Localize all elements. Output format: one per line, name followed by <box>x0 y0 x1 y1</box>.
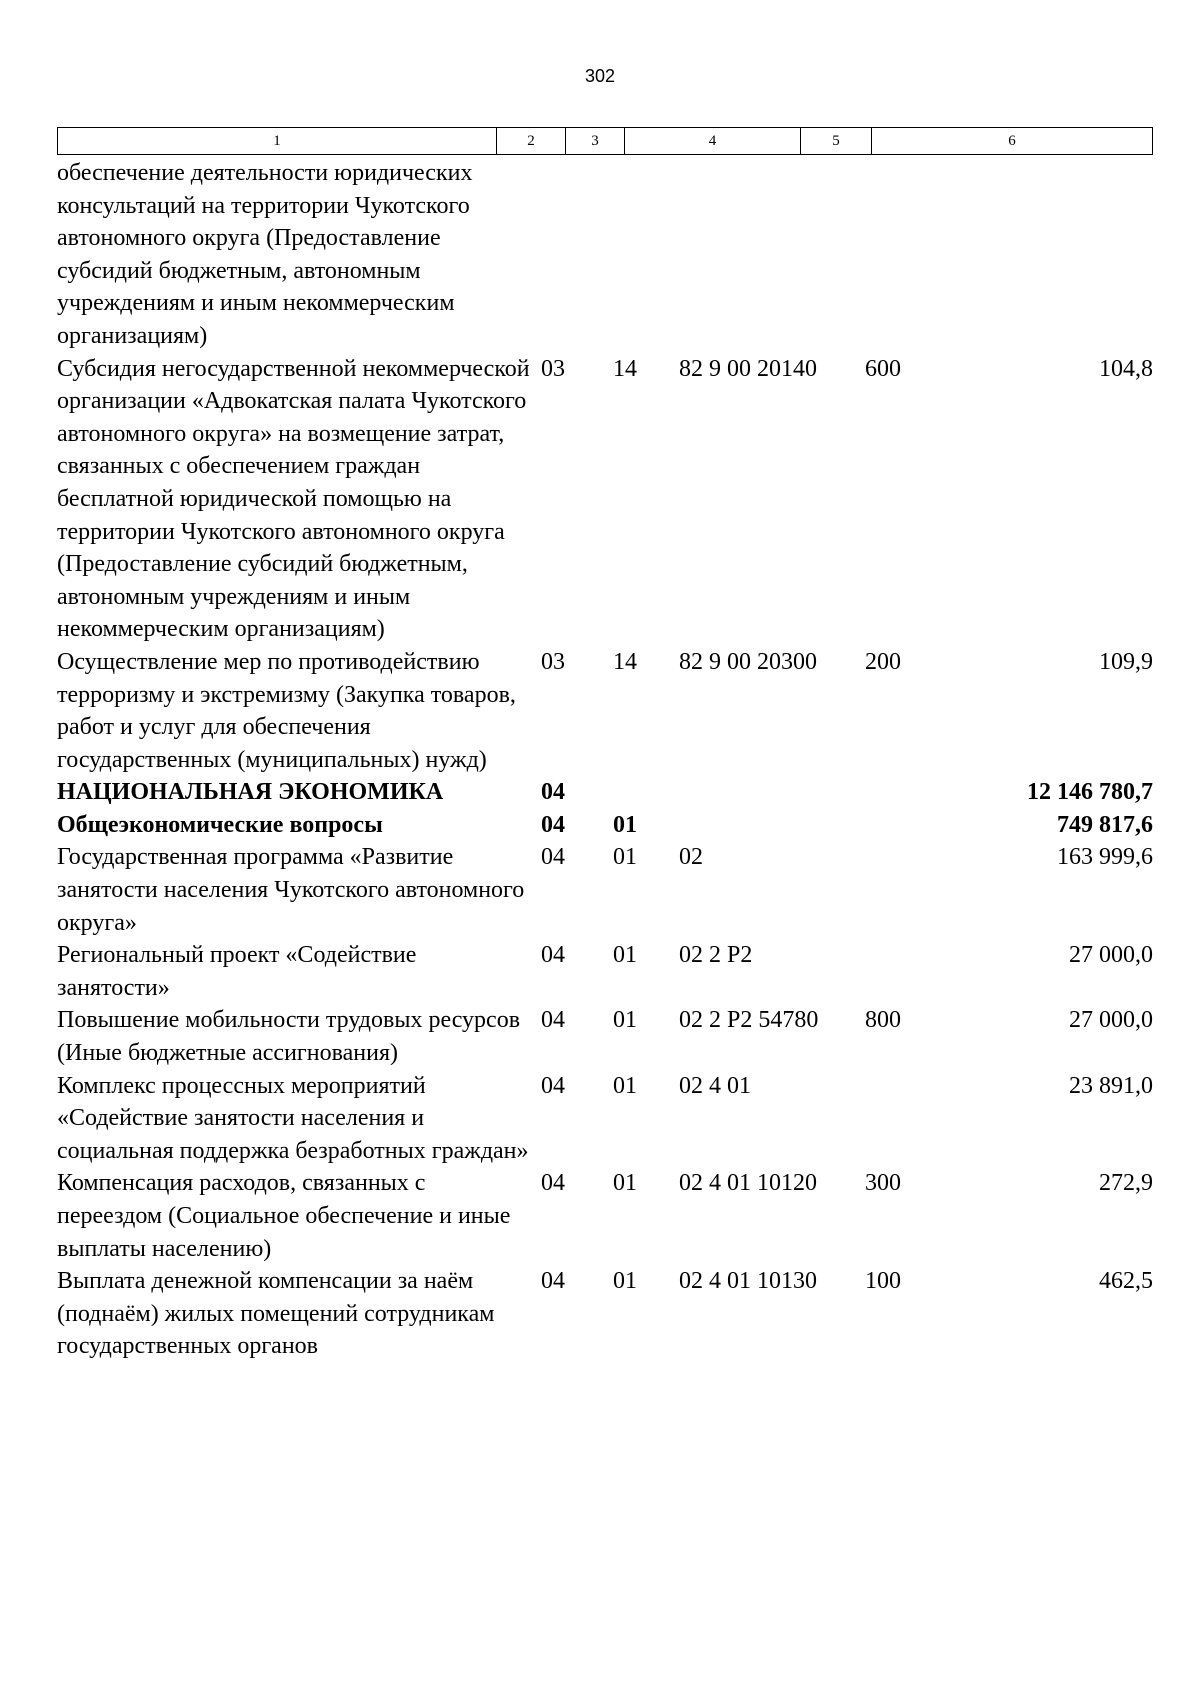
section-row <box>57 776 1153 809</box>
row-sum: 109,9 <box>1099 648 1153 675</box>
row-razdel: 04 <box>541 811 565 838</box>
row-podrazdel: 01 <box>613 811 637 838</box>
row-podrazdel: 01 <box>613 1007 637 1034</box>
row-target-article: 82 9 00 20140 <box>679 355 817 382</box>
row-target-article: 02 4 01 <box>679 1072 751 1099</box>
subsection-sum: 749 817,6 <box>1057 811 1153 838</box>
subsection-row <box>57 809 1153 842</box>
table-row <box>57 1167 1153 1265</box>
row-name: Компенсация расходов, связанных с переездом (Социальное обеспечение и иные выплаты населению) <box>57 1170 511 1262</box>
row-podrazdel: 01 <box>613 1170 637 1197</box>
row-expense-type <box>859 809 939 842</box>
row-name: Региональный проект «Содействие занятости» <box>57 942 417 1001</box>
header-col-6: 6 <box>1008 132 1016 149</box>
row-podrazdel <box>607 776 673 809</box>
header-col-4: 4 <box>625 128 801 154</box>
section-name: НАЦИОНАЛЬНАЯ ЭКОНОМИКА <box>57 779 444 806</box>
row-target-article: 02 <box>679 844 703 871</box>
row-name: Комплекс процессных мероприятий «Содействие занятости населения и социальная поддержка безработных граждан» <box>57 1072 529 1164</box>
row-name: Повышение мобильности трудовых ресурсов (Иные бюджетные ассигнования) <box>57 1007 521 1067</box>
row-podrazdel: 01 <box>613 1072 637 1099</box>
header-col-1: 1 <box>58 128 497 154</box>
row-razdel: 03 <box>541 355 565 382</box>
row-expense-type: 200 <box>865 648 901 675</box>
page-number: 302 <box>584 66 616 86</box>
row-razdel <box>535 157 607 353</box>
row-expense-type: 100 <box>865 1268 901 1295</box>
row-sum: 27 000,0 <box>1069 942 1153 969</box>
row-sum: 104,8 <box>1099 355 1153 382</box>
row-razdel: 04 <box>541 1268 565 1295</box>
header-col-3: 3 <box>566 128 625 154</box>
row-name: Государственная программа «Развитие занятости населения Чукотского автономного округа» <box>57 844 525 936</box>
table-row <box>57 1004 1153 1069</box>
row-name: обеспечение деятельности юридических консультаций на территории Чукотского автономного округа (Предоставление субсидий бюджетным, автономным учреждениям и иным некоммерческим организациям) <box>57 160 473 349</box>
row-name: Осуществление мер по противодействию терроризму и экстремизму (Закупка товаров, работ и услуг для обеспечения государственных (муниципальных) нужд) <box>57 648 516 773</box>
row-razdel: 03 <box>541 648 565 675</box>
row-podrazdel: 14 <box>613 355 637 382</box>
row-podrazdel <box>607 157 673 353</box>
row-razdel: 04 <box>541 942 565 969</box>
row-razdel: 04 <box>541 1170 565 1197</box>
row-expense-type <box>859 776 939 809</box>
row-podrazdel: 01 <box>613 844 637 871</box>
row-target-article: 02 2 Р2 <box>679 942 753 969</box>
row-expense-type <box>859 939 939 1004</box>
row-target-article: 02 4 01 10130 <box>679 1268 817 1295</box>
section-sum: 12 146 780,7 <box>1027 779 1153 806</box>
row-expense-type <box>859 157 939 353</box>
row-expense-type <box>859 1070 939 1168</box>
row-expense-type: 800 <box>865 1007 901 1034</box>
row-razdel: 04 <box>541 844 565 871</box>
row-target-article: 02 2 Р2 54780 <box>679 1007 819 1034</box>
row-sum: 27 000,0 <box>1069 1007 1153 1034</box>
row-expense-type <box>859 841 939 939</box>
row-podrazdel: 01 <box>613 942 637 969</box>
row-target-article <box>673 809 859 842</box>
row-razdel: 04 <box>541 1072 565 1099</box>
row-target-article: 82 9 00 20300 <box>679 648 817 675</box>
header-col-2: 2 <box>497 128 566 154</box>
row-name: Выплата денежной компенсации за наём (поднаём) жилых помещений сотрудникам государственных органов <box>57 1268 495 1360</box>
table-row <box>57 939 1153 1004</box>
row-sum: 272,9 <box>1099 1170 1153 1197</box>
row-expense-type: 600 <box>865 355 901 382</box>
row-sum <box>939 157 1153 353</box>
table-row <box>57 646 1153 776</box>
row-podrazdel: 14 <box>613 648 637 675</box>
table-row <box>57 1070 1153 1168</box>
row-target-article: 02 4 01 10120 <box>679 1170 817 1197</box>
row-sum: 163 999,6 <box>1057 844 1153 871</box>
subsection-name: Общеэкономические вопросы <box>57 811 383 838</box>
row-expense-type: 300 <box>865 1170 901 1197</box>
table-row <box>57 841 1153 939</box>
row-sum: 23 891,0 <box>1069 1072 1153 1099</box>
table-row <box>57 353 1153 646</box>
row-razdel: 04 <box>541 1007 565 1034</box>
table-body <box>57 157 1153 1363</box>
table-header <box>57 127 1153 155</box>
table-row <box>57 157 1153 353</box>
row-name: Субсидия негосударственной некоммерческой организации «Адвокатская палата Чукотского автономного округа» на возмещение затрат, связанных с обеспечением граждан бесплатной юридической помощью на территории Чукотского автономного округа (Предоставление субсидий бюджетным, автономным учреждениям и иным некоммерческим организациям) <box>57 355 530 643</box>
header-col-5: 5 <box>801 128 872 154</box>
row-podrazdel: 01 <box>613 1268 637 1295</box>
row-sum: 462,5 <box>1099 1268 1153 1295</box>
row-target-article <box>673 157 859 353</box>
row-target-article <box>673 776 859 809</box>
row-razdel: 04 <box>541 779 565 806</box>
table-row <box>57 1265 1153 1363</box>
